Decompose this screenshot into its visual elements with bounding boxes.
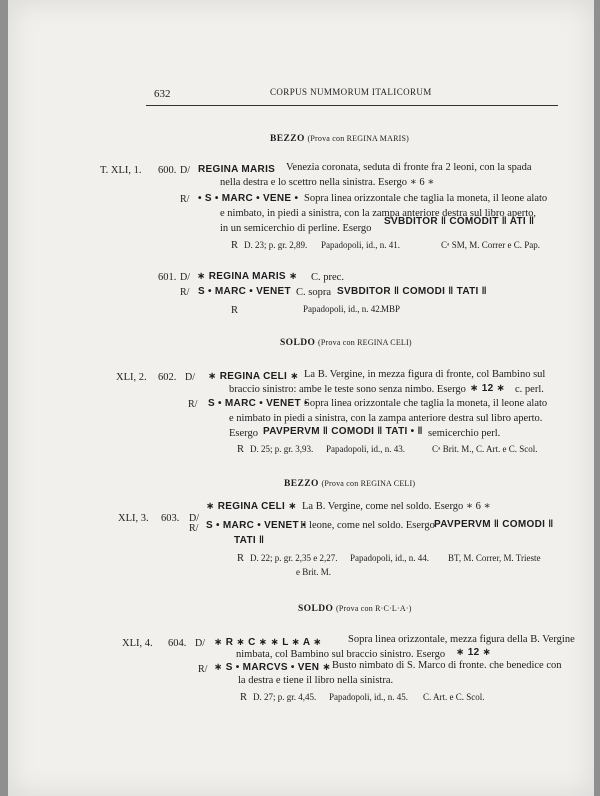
reverse-description: la destra e tiene il libro nella sinistra. — [238, 675, 394, 686]
reverse-symbol: R/ — [198, 664, 208, 675]
obverse-exergue: ∗ 12 ∗ — [470, 383, 506, 394]
reverse-legend: S • MARC • VENET — [198, 286, 291, 297]
reverse-symbol: R/ — [189, 523, 199, 534]
reverse-description: Sopra linea orizzontale che taglia la moneta, il leone alato — [304, 193, 548, 204]
reverse-description: Esergo — [229, 428, 258, 439]
obverse-description: Sopra linea orizzontale, mezza figura della B. Vergine — [348, 634, 575, 645]
reverse-symbol: R/ — [180, 287, 190, 298]
running-title: CORPUS NUMMORUM ITALICORUM — [270, 87, 432, 97]
reverse-exergue: PAVPERVM ‖ COMODI ‖ — [434, 519, 554, 530]
entry-number: 604. — [168, 638, 187, 649]
reverse-legend: ∗ S • MARCVS • VEN ∗ — [214, 662, 331, 673]
entry-number: 600. — [158, 165, 177, 176]
obverse-description: La B. Vergine, in mezza figura di fronte, col Bambino sul — [304, 369, 546, 380]
entry-reference: XLI, 2. — [116, 372, 147, 383]
obverse-symbol: D/ — [195, 638, 205, 649]
weight-diameter: D. 22; p. gr. 2,35 e 2,27. — [250, 553, 338, 563]
obverse-symbol: D/ — [189, 513, 199, 524]
source-reference: Papadopoli, id., n. 43. — [326, 444, 405, 454]
reverse-description: Sopra linea orizzontale che taglia la moneta, il leone alato — [304, 398, 548, 409]
collections: MBP — [381, 304, 401, 314]
reverse-description: Busto nimbato di S. Marco di fronte. che benedice con — [332, 660, 562, 671]
obverse-description: c. perl. — [515, 384, 544, 395]
obverse-description: La B. Vergine, come nel soldo. Esergo ∗ 6 ∗ — [302, 501, 491, 512]
metal-symbol: R — [231, 240, 239, 251]
reverse-exergue: SVBDITOR ‖ COMODIT ‖ ATI ‖ — [384, 216, 535, 227]
reverse-legend: • S • MARC • VENE • — [198, 193, 299, 204]
entry-number: 602. — [158, 372, 177, 383]
obverse-description: braccio sinistro: ambe le teste sono senza nimbo. Esergo — [229, 384, 466, 395]
obverse-legend: ∗ REGINA CELI ∗ — [208, 371, 299, 382]
obverse-legend: ∗ REGINA CELI ∗ — [206, 501, 297, 512]
reverse-description: C. sopra — [296, 287, 331, 298]
reverse-description: semicerchio perl. — [428, 428, 501, 439]
collections: Cᵃ SM, M. Correr e C. Pap. — [441, 240, 540, 250]
source-reference: Papadopoli, id., n. 45. — [329, 692, 408, 702]
section-title: BEZZO (Prova con REGINA MARIS) — [270, 134, 409, 144]
metal-symbol: R — [237, 553, 245, 564]
reverse-description: e nimbato, in piedi a sinistra, con la zampa anteriore destra sul libro aperto, — [220, 208, 537, 219]
obverse-legend: REGINA MARIS — [198, 164, 276, 175]
entry-number: 603. — [161, 513, 180, 524]
weight-diameter: D. 23; p. gr. 2,89. — [244, 240, 308, 250]
reverse-description: Il leone, come nel soldo. Esergo — [300, 520, 435, 531]
weight-diameter: D. 27; p. gr. 4,45. — [253, 692, 317, 702]
reverse-symbol: R/ — [188, 399, 198, 410]
source-reference: Papadopoli, id., n. 41. — [321, 240, 400, 250]
obverse-description: nella destra e lo scettro nella sinistra. Esergo ∗ 6 ∗ — [220, 177, 435, 188]
section-title: BEZZO (Prova con REGINA CELI) — [284, 479, 416, 489]
collections: C. Art. e C. Scol. — [423, 692, 485, 702]
weight-diameter: D. 25; p. gr. 3,93. — [250, 444, 314, 454]
collections: BT, M. Correr, M. Trieste — [448, 553, 541, 563]
obverse-symbol: D/ — [180, 272, 190, 283]
obverse-symbol: D/ — [180, 165, 190, 176]
reverse-exergue: TATI ‖ — [234, 535, 265, 546]
reverse-description: e nimbato in piedi a sinistra, con la zampa anteriore destra sul libro aperto. — [229, 413, 543, 424]
metal-symbol: R — [237, 444, 245, 455]
obverse-legend: ∗ REGINA MARIS ∗ — [197, 271, 298, 282]
metal-symbol: R — [231, 305, 239, 316]
section-title: SOLDO (Prova con REGINA CELI) — [280, 338, 412, 348]
reverse-symbol: R/ — [180, 194, 190, 205]
source-reference: Papadopoli, id., n. 44. — [350, 553, 429, 563]
obverse-description: Venezia coronata, seduta di fronte fra 2 leoni, con la spada — [286, 162, 532, 173]
reverse-legend: S • MARC • VENET • — [208, 398, 308, 409]
obverse-exergue: ∗ 12 ∗ — [456, 647, 492, 658]
entry-reference: XLI, 4. — [122, 638, 153, 649]
reverse-description: in un semicerchio di perline. Esergo — [220, 223, 372, 234]
collections: e Brit. M. — [296, 567, 331, 577]
obverse-description: C. prec. — [311, 272, 344, 283]
metal-symbol: R — [240, 692, 248, 703]
header-rule — [146, 105, 558, 106]
source-reference: Papadopoli, id., n. 42. — [303, 304, 382, 314]
obverse-symbol: D/ — [185, 372, 195, 383]
obverse-description: nimbata, col Bambino sul braccio sinistro. Esergo — [236, 649, 446, 660]
obverse-legend: ∗ R ∗ C ∗ ∗ L ∗ A ∗ — [214, 637, 322, 648]
entry-reference: XLI, 3. — [118, 513, 149, 524]
book-page — [8, 0, 594, 796]
section-title: SOLDO (Prova con R·C·L·A·) — [298, 604, 412, 614]
reverse-legend: S • MARC • VENET • — [206, 520, 306, 531]
page-number: 632 — [154, 88, 171, 100]
reverse-exergue: PAVPERVM ‖ COMODI ‖ TATI • ‖ — [263, 426, 423, 437]
collections: Cᵃ Brit. M., C. Art. e C. Scol. — [432, 444, 538, 454]
entry-number: 601. — [158, 272, 177, 283]
entry-reference: T. XLI, 1. — [100, 165, 142, 176]
reverse-exergue: SVBDITOR ‖ COMODI ‖ TATI ‖ — [337, 286, 487, 297]
